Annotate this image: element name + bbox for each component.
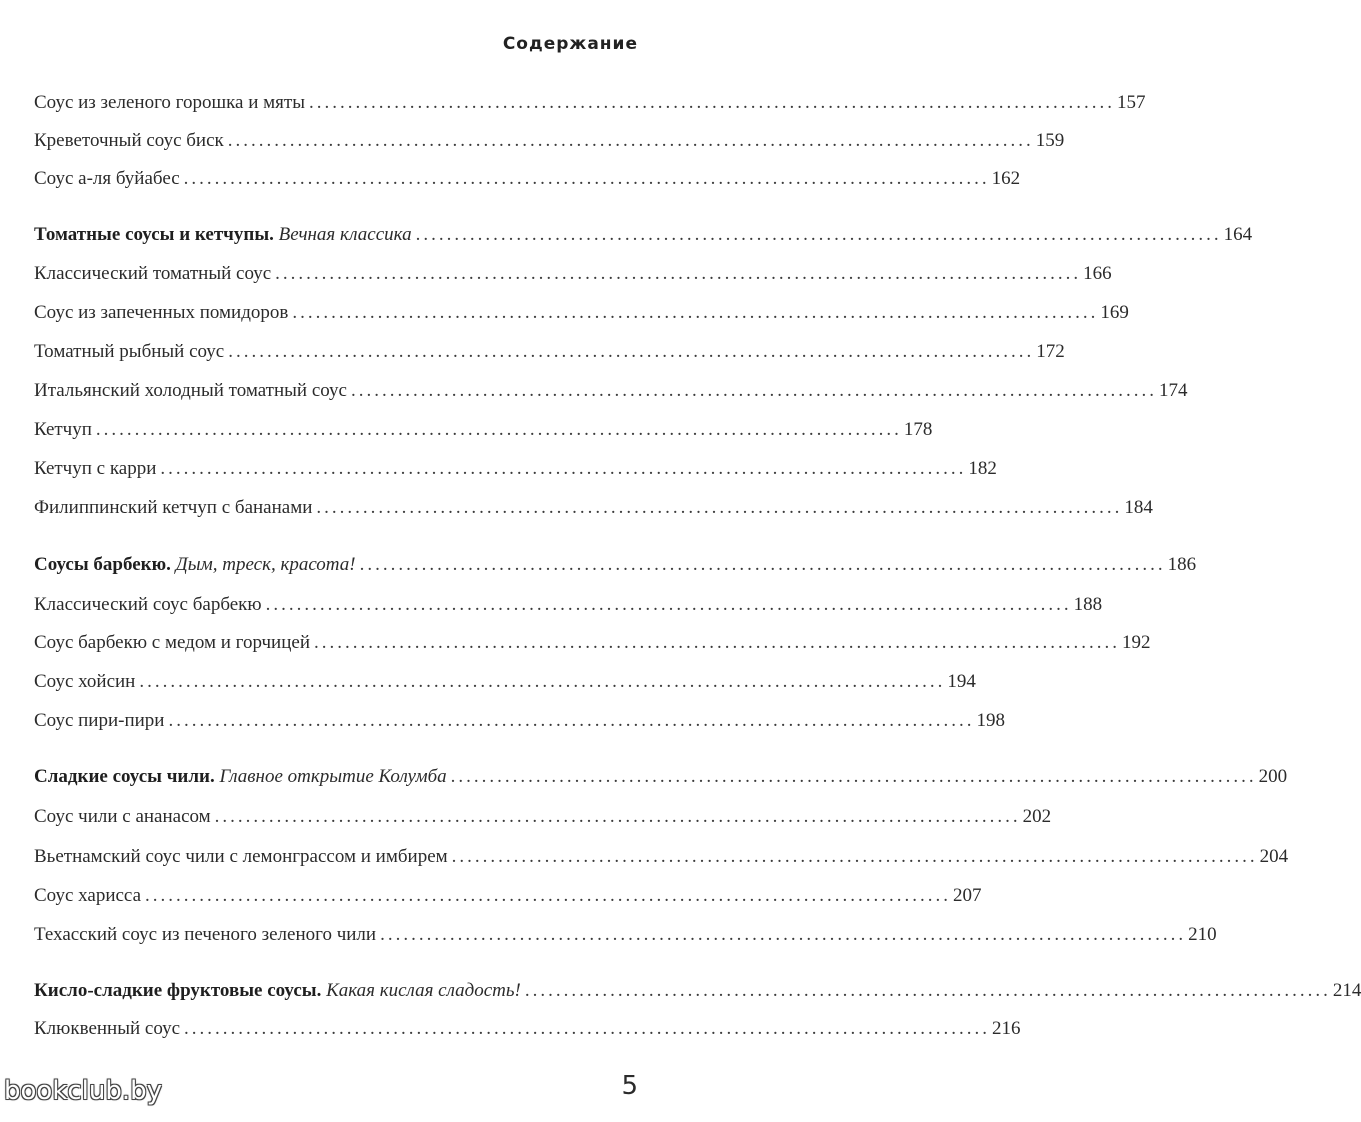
toc-section-heading xyxy=(34,762,1288,792)
dot-leader: ........................................................................................................ xyxy=(380,924,1187,945)
toc-entry xyxy=(34,164,1021,194)
dot-leader: ........................................................................................................ xyxy=(228,341,1035,362)
entry-page: 214 xyxy=(1332,980,1361,1001)
toc-entry xyxy=(34,590,1103,620)
dot-leader: ........................................................................................................ xyxy=(183,168,990,189)
toc-entry xyxy=(34,706,1005,736)
dot-leader: ........................................................................................................ xyxy=(450,766,1257,787)
entry-page: 157 xyxy=(1116,92,1146,113)
entry-page: 184 xyxy=(1124,497,1153,518)
entry-page: 186 xyxy=(1167,554,1197,575)
entry-page: 192 xyxy=(1121,632,1151,653)
toc-entry xyxy=(34,802,1052,832)
entry-title: Клюквенный соус xyxy=(34,1018,181,1039)
entry-title: Креветочный соус биск xyxy=(34,130,224,151)
entry-title: Томатный рыбный соус xyxy=(34,341,225,362)
toc-entry xyxy=(34,88,1146,118)
toc-entry xyxy=(34,337,1065,367)
toc-section-heading xyxy=(34,976,1361,1006)
section-title-italic: Вечная классика xyxy=(278,224,412,245)
section-title-bold: Томатные соусы и кетчупы. xyxy=(34,224,274,245)
entry-page: 200 xyxy=(1258,766,1288,787)
entry-title: Соус а-ля буйабес xyxy=(34,168,180,189)
entry-title: Соус харисса xyxy=(34,885,142,906)
entry-page: 188 xyxy=(1073,594,1103,615)
section-title-bold: Сладкие соусы чили. xyxy=(34,766,215,787)
entry-title: Классический томатный соус xyxy=(34,263,272,284)
entry-title: Соус хойсин xyxy=(34,671,136,692)
entry-page: 178 xyxy=(903,419,933,440)
toc-entry xyxy=(34,298,1129,328)
entry-page: 159 xyxy=(1035,130,1065,151)
entry-title: Классический соус барбекю xyxy=(34,594,262,615)
dot-leader: ........................................................................................................ xyxy=(292,302,1099,323)
dot-leader: ........................................................................................................ xyxy=(227,130,1034,151)
entry-page: 169 xyxy=(1100,302,1129,323)
entry-page: 174 xyxy=(1158,380,1188,401)
section-title xyxy=(34,976,521,1006)
section-title xyxy=(34,762,447,792)
dot-leader: ........................................................................................................ xyxy=(265,594,1072,615)
toc-section-heading xyxy=(34,220,1253,250)
entry-title: Соус барбекю с медом и горчицей xyxy=(34,632,310,653)
dot-leader: ........................................................................................................ xyxy=(145,885,952,906)
toc-entry xyxy=(34,259,1112,289)
toc-entry xyxy=(34,126,1065,156)
toc-entry xyxy=(34,1014,1021,1044)
entry-page: 172 xyxy=(1036,341,1065,362)
entry-title: Соус чили с ананасом xyxy=(34,806,211,827)
dot-leader: ........................................................................................................ xyxy=(308,92,1115,113)
dot-leader: ........................................................................................................ xyxy=(160,458,967,479)
dot-leader: ........................................................................................................ xyxy=(95,419,902,440)
entry-page: 198 xyxy=(976,710,1005,731)
section-title-bold: Кисло-сладкие фруктовые соусы. xyxy=(34,980,322,1001)
entry-page: 216 xyxy=(992,1018,1021,1039)
entry-title: Техасский соус из печеного зеленого чили xyxy=(34,924,377,945)
entry-title: Итальянский холодный томатный соус xyxy=(34,380,347,401)
toc-entry xyxy=(34,881,982,911)
dot-leader: ........................................................................................................ xyxy=(359,554,1166,575)
entry-title: Кетчуп xyxy=(34,419,92,440)
dot-leader: ........................................................................................................ xyxy=(451,846,1258,867)
entry-page: 182 xyxy=(968,458,997,479)
entry-title: Соус пири-пири xyxy=(34,710,165,731)
toc-entry xyxy=(34,493,1153,523)
dot-leader: ........................................................................................................ xyxy=(313,632,1120,653)
entry-page: 210 xyxy=(1188,924,1217,945)
entry-title: Филиппинский кетчуп с бананами xyxy=(34,497,313,518)
section-title-italic: Какая кислая сладость! xyxy=(326,980,521,1001)
entry-page: 164 xyxy=(1223,224,1253,245)
section-title-italic: Главное открытие Колумба xyxy=(219,766,447,787)
dot-leader: ........................................................................................................ xyxy=(524,980,1331,1001)
entry-title: Соус из запеченных помидоров xyxy=(34,302,289,323)
entry-title: Вьетнамский соус чили с лемонграссом и имбирем xyxy=(34,846,448,867)
toc-entry xyxy=(34,628,1151,658)
dot-leader: ........................................................................................................ xyxy=(275,263,1082,284)
dot-leader: ........................................................................................................ xyxy=(350,380,1157,401)
watermark-logo: bookclub.by xyxy=(4,1076,163,1106)
entry-title: Кетчуп с карри xyxy=(34,458,157,479)
toc-entry xyxy=(34,454,997,484)
entry-page: 166 xyxy=(1083,263,1112,284)
page-number: 5 xyxy=(621,1071,638,1101)
running-title: Содержание xyxy=(502,34,638,54)
toc-entry xyxy=(34,667,976,697)
entry-page: 162 xyxy=(991,168,1021,189)
dot-leader: ........................................................................................................ xyxy=(184,1018,991,1039)
toc-entry xyxy=(34,842,1289,872)
toc-entry xyxy=(34,376,1188,406)
dot-leader: ........................................................................................................ xyxy=(316,497,1123,518)
dot-leader: ........................................................................................................ xyxy=(214,806,1021,827)
dot-leader: ........................................................................................................ xyxy=(168,710,975,731)
toc-entry xyxy=(34,920,1217,950)
dot-leader: ........................................................................................................ xyxy=(139,671,946,692)
section-title xyxy=(34,220,412,250)
entry-page: 194 xyxy=(947,671,976,692)
entry-page: 204 xyxy=(1259,846,1289,867)
toc-entry xyxy=(34,415,933,445)
dot-leader: ........................................................................................................ xyxy=(415,224,1222,245)
section-title xyxy=(34,550,356,580)
entry-page: 207 xyxy=(953,885,982,906)
entry-title: Соус из зеленого горошка и мяты xyxy=(34,92,305,113)
section-title-italic: Дым, треск, красота! xyxy=(175,554,356,575)
toc-section-heading xyxy=(34,550,1197,580)
section-title-bold: Соусы барбекю. xyxy=(34,554,171,575)
entry-page: 202 xyxy=(1022,806,1052,827)
